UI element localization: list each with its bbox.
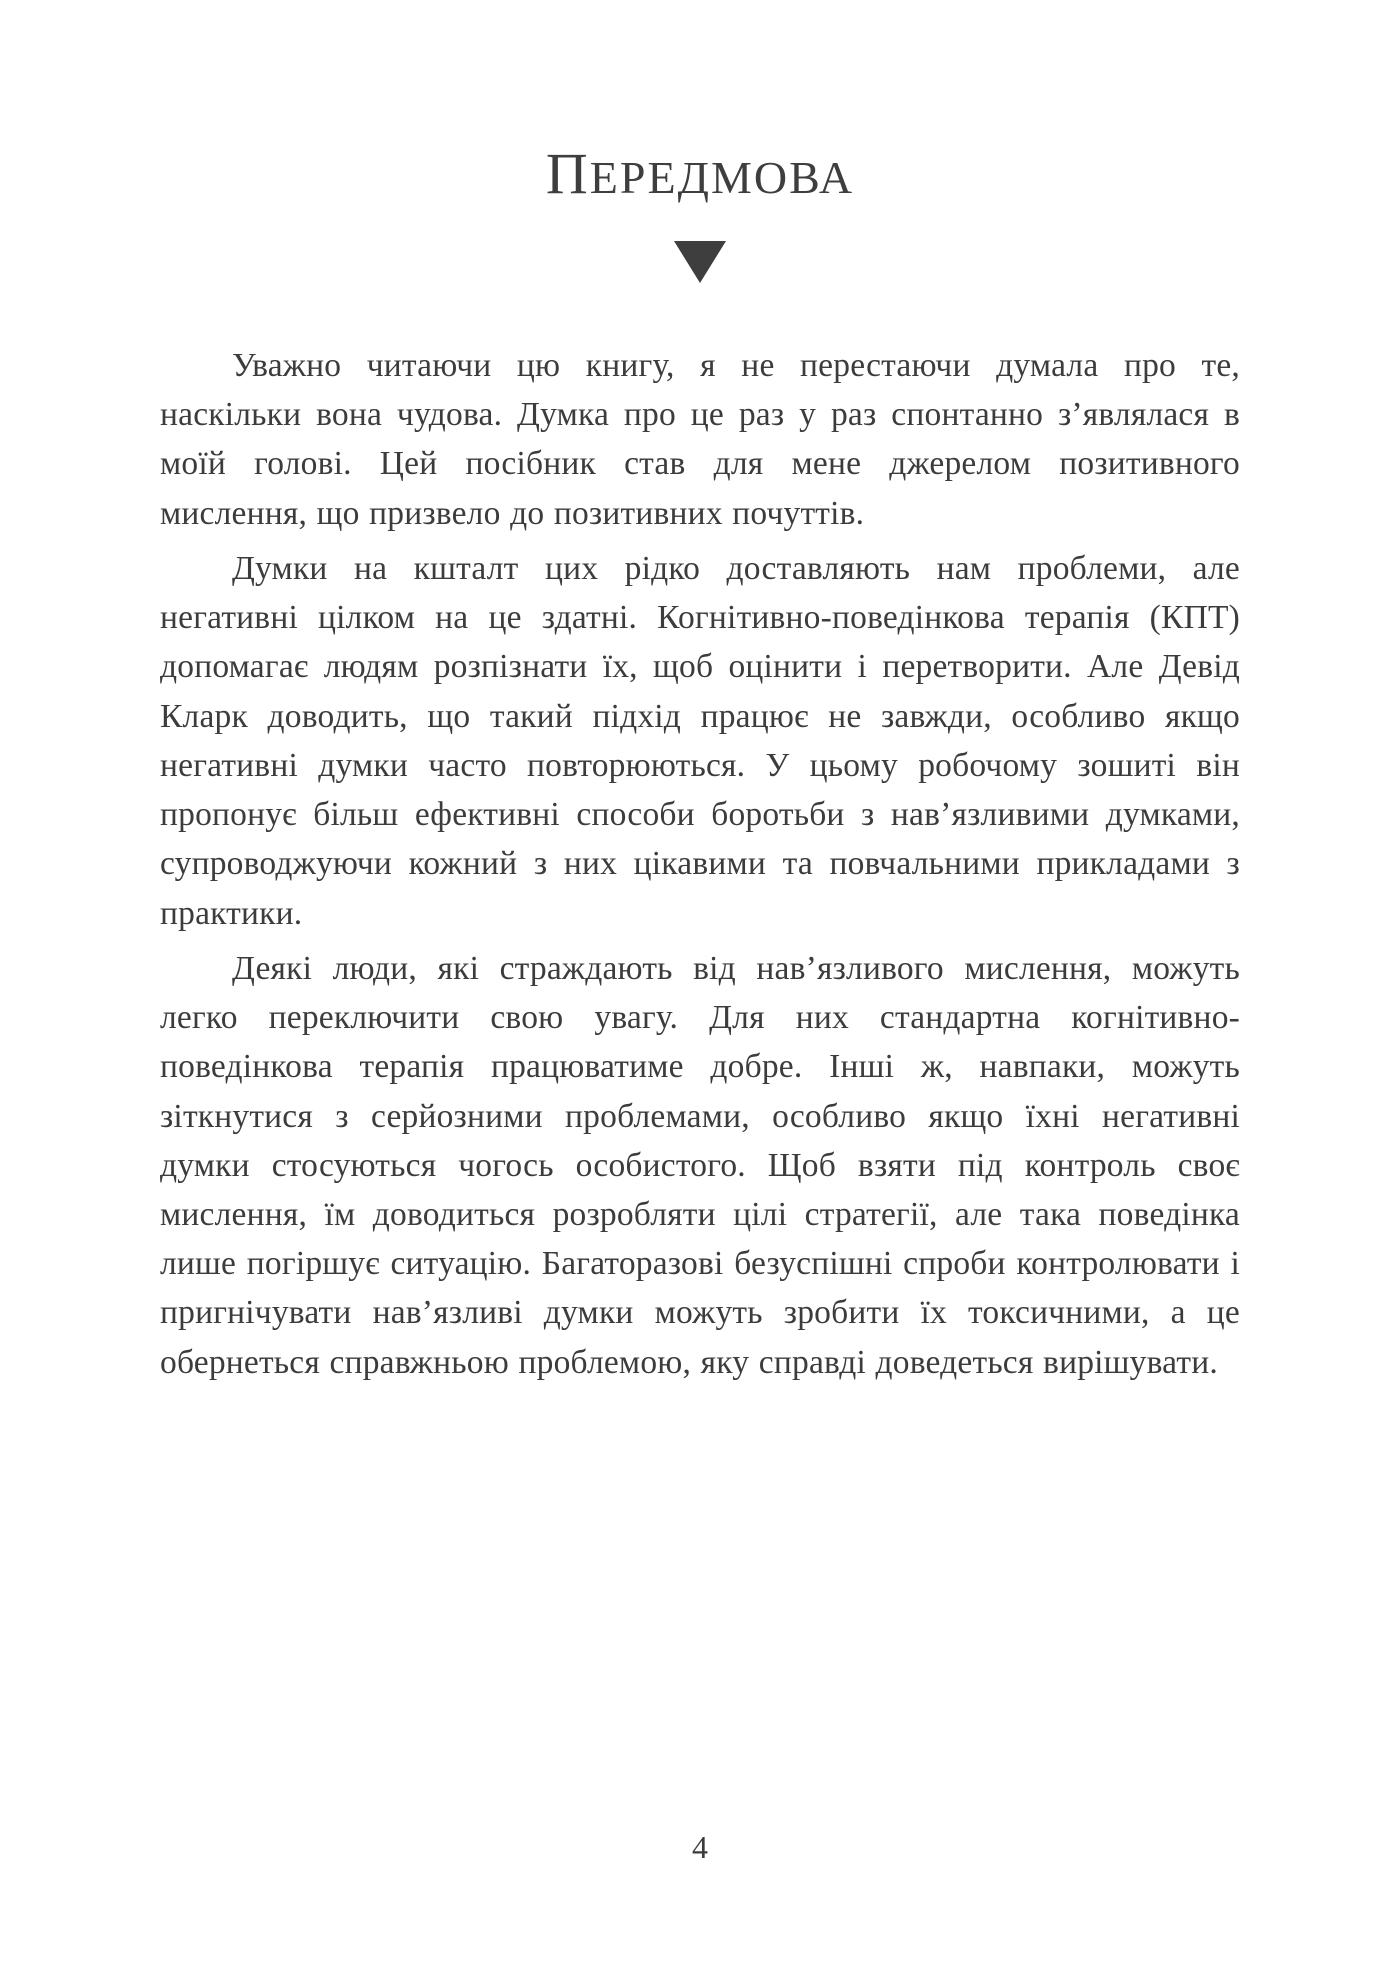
paragraph: Деякі люди, які страждають від нав’язливого мислення, можуть легко переключити свою увагу. Для них стандартна когнітивно-поведінкова терапія працюватиме добре. Інші ж, навпаки, можуть зіткнутися з серйозними проблемами, особливо якщо їхні негативні думки стосуються чогось особистого. Щоб взяти під контроль своє мислення, їм доводиться розробляти цілі стратегії, але така поведінка лише погіршує ситуацію. Багаторазові безуспішні спроби контролювати і пригнічувати нав’язливі думки можуть зробити їх токсичними, а це обернеться справжньою проблемою, яку справді доведеться вирішувати.: [160, 949, 1240, 1381]
page-number: 4: [692, 1829, 708, 1865]
paragraph: Уважно читаючи цю книгу, я не перестаючи думала про те, наскільки вона чудова. Думка про це раз у раз спонтанно з’являлася в моїй голові. Цей посібник став для мене джерелом позитивного мислення, що призвело до позитивних почуттів.: [160, 347, 1240, 532]
page-title-initial: П: [545, 141, 590, 206]
paragraph: Думки на кшталт цих рідко доставляють нам проблеми, але негативні цілком на це здатні. Когнітивно-поведінкова терапія (КПТ) допомагає людям розпізнати їх, щоб оцінити і перетворити. Але Девід Кларк доводить, що такий підхід працює не завжди, особливо якщо негативні думки часто повторюються. У цьому робочому зошиті він пропонує більш ефективні способи боротьби з нав’язливими думками, супроводжуючи кожний з них цікавими та повчальними прикладами з практики.: [160, 549, 1240, 932]
down-triangle-icon: [674, 241, 726, 283]
page-title: [160, 0, 1240, 207]
page-content: [160, 0, 1240, 1962]
body-text: [160, 341, 1240, 1387]
page-title-rest: ЕРЕДМОВА: [589, 152, 855, 203]
